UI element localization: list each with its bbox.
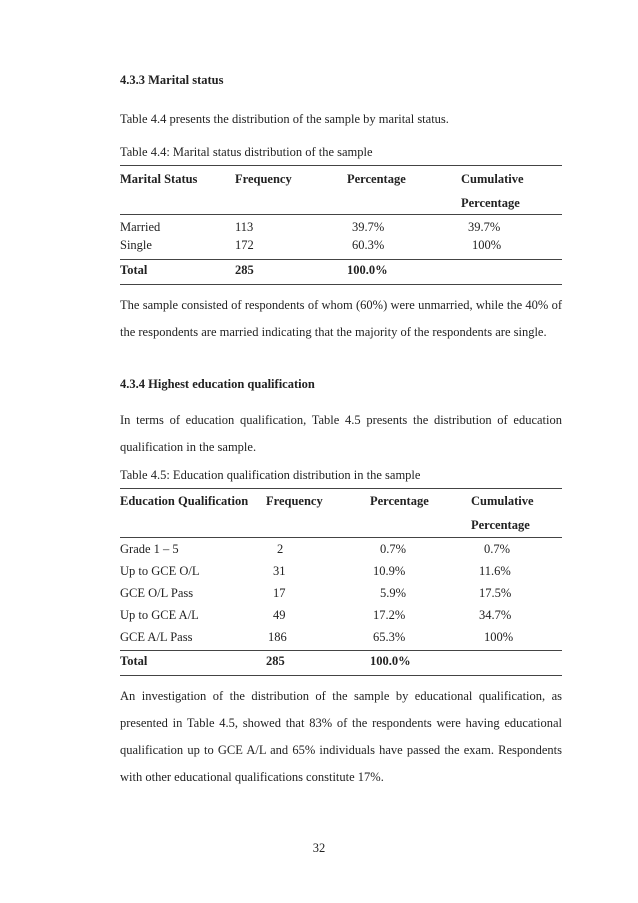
table-cell: 0.7% (380, 542, 407, 556)
table-rule (120, 214, 562, 215)
table-cell: 186 (268, 630, 287, 644)
table-cell: 34.7% (479, 608, 512, 622)
column-header: Education Qualification (120, 494, 249, 508)
table-cell: Up to GCE O/L (120, 564, 200, 578)
column-header: Cumulative (461, 172, 524, 186)
section-heading-education: 4.3.4 Highest education qualification (120, 377, 315, 391)
table-cell: 31 (273, 564, 286, 578)
column-header: Percentage (461, 196, 520, 210)
table-rule (120, 259, 562, 260)
column-header: Percentage (370, 494, 429, 508)
table-cell: 0.7% (484, 542, 511, 556)
table-cell: 285 (266, 654, 285, 668)
column-header: Percentage (471, 518, 530, 532)
table-cell: Up to GCE A/L (120, 608, 199, 622)
table-cell: 113 (235, 220, 254, 234)
column-header: Cumulative (471, 494, 534, 508)
table-cell: 10.9% (373, 564, 406, 578)
table-cell: 11.6% (479, 564, 511, 578)
marital-status-discussion: The sample consisted of respondents of whom (60%) were unmarried, while the 40% of the respondents are married indicating that the majority of the respondents are single. (120, 298, 562, 339)
table-cell: 17.2% (373, 608, 406, 622)
table-rule (120, 488, 562, 489)
table-4-5-intro: In terms of education qualification, Table 4.5 presents the distribution of education qualification in the sample. (120, 413, 562, 454)
table-cell: 2 (277, 542, 284, 556)
table-4-4-caption: Table 4.4: Marital status distribution of the sample (120, 145, 373, 159)
table-cell: 65.3% (373, 630, 406, 644)
table-4-5-caption: Table 4.5: Education qualification distribution in the sample (120, 468, 421, 482)
table-rule (120, 165, 562, 166)
table-cell: 100.0% (347, 263, 388, 277)
table-cell: 285 (235, 263, 254, 277)
table-cell: Total (120, 263, 148, 277)
table-cell: Total (120, 654, 148, 668)
table-rule (120, 537, 562, 538)
column-header: Percentage (347, 172, 406, 186)
table-cell: 60.3% (352, 238, 385, 252)
page-number: 32 (312, 841, 326, 855)
table-cell: Single (120, 238, 152, 252)
section-heading-marital-status: 4.3.3 Marital status (120, 73, 224, 87)
table-cell: 39.7% (468, 220, 501, 234)
table-cell: Grade 1 – 5 (120, 542, 179, 556)
table-cell: GCE O/L Pass (120, 586, 194, 600)
table-cell: 172 (235, 238, 254, 252)
table-cell: 100% (484, 630, 514, 644)
table-cell: 17.5% (479, 586, 512, 600)
table-cell: GCE A/L Pass (120, 630, 193, 644)
table-cell: 39.7% (352, 220, 385, 234)
table-rule (120, 650, 562, 651)
table-cell: 5.9% (380, 586, 407, 600)
education-discussion: An investigation of the distribution of the sample by educational qualification, as presented in Table 4.5, showed that 83% of the respondents were having educational qualification up to GCE A/L and 65% individuals have passed the exam. Respondents with other educational qualifications constitute 17%. (120, 689, 562, 784)
table-cell: 100% (472, 238, 502, 252)
table-rule (120, 284, 562, 285)
table-cell: Married (120, 220, 161, 234)
column-header: Frequency (235, 172, 292, 186)
table-4-4-intro: Table 4.4 presents the distribution of the sample by marital status. (120, 112, 449, 126)
table-cell: 17 (273, 586, 286, 600)
table-rule (120, 675, 562, 676)
table-cell: 49 (273, 608, 286, 622)
table-cell: 100.0% (370, 654, 411, 668)
column-header: Marital Status (120, 172, 198, 186)
column-header: Frequency (266, 494, 323, 508)
